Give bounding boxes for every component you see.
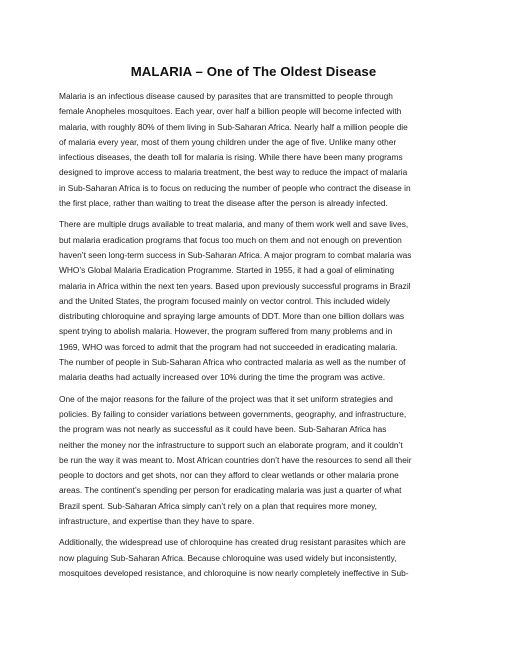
text-line: Additionally, the widespread use of chloroquine has created drug resistant parasites which are [59, 537, 406, 548]
text-line: distributing chloroquine and spraying large amounts of DDT. More than one billion dollars was [59, 311, 405, 322]
text-line: WHO’s Global Malaria Eradication Programme. Started in 1955, it had a goal of eliminating [59, 265, 395, 276]
paragraph [59, 217, 455, 385]
text-line: Brazil spent. Sub-Saharan Africa simply can’t rely on a plan that requires more money, [59, 500, 377, 511]
text-line: infectious diseases, the death toll for malaria is rising. While there have been many programs [59, 152, 403, 163]
document-title: MALARIA – One of The Oldest Disease [130, 64, 377, 79]
text-line: spent trying to abolish malaria. However, the program suffered from many problems and in [59, 326, 393, 337]
text-line: the program was not nearly as successful as it could have been. Sub-Saharan Africa has [59, 424, 387, 435]
text-line: now plaguing Sub-Saharan Africa. Because chloroquine was used widely but inconsistently, [59, 552, 397, 563]
text-line: in Sub-Saharan Africa is to focus on reducing the number of people who contract the disease in [59, 182, 411, 193]
text-line: One of the major reasons for the failure of the project was that it set uniform strategies and [59, 393, 393, 404]
text-line: but malaria eradication programs that focus too much on them and not enough on prevention [59, 234, 402, 245]
text-line: 1969, WHO was forced to admit that the program had not succeeded in eradicating malaria. [59, 341, 398, 352]
text-line: There are multiple drugs available to treat malaria, and many of them work well and save lives, [59, 219, 409, 230]
text-line: policies. By failing to consider variations between governments, geography, and infrastructure, [59, 408, 407, 419]
document-body [59, 89, 455, 587]
text-line: malaria deaths had actually increased over 10% during the time the program was active. [59, 372, 386, 383]
text-line: The number of people in Sub-Saharan Africa who contracted malaria as well as the number of [59, 357, 406, 368]
text-line: people to doctors and get shots, nor can they afford to clear wetlands or other malaria prone [59, 470, 399, 481]
text-line: female Anopheles mosquitoes. Each year, over half a billion people will become infected with [59, 106, 402, 117]
text-line: Malaria is an infectious disease caused by parasites that are transmitted to people through [59, 91, 393, 101]
text-line: infrastructure, and expertise than they have to spare. [59, 516, 255, 527]
text-line: malaria in Africa within the next ten years. Based upon previously successful programs in Brazil [59, 280, 411, 291]
text-line: designed to improve access to malaria treatment, the best way to reduce the impact of malaria [59, 167, 408, 178]
text-line: neither the money nor the infrastructure to support such an elaborate program, and it couldn’t [59, 439, 403, 450]
text-line: and the United States, the program focused mainly on vector control. This included widely [59, 295, 390, 306]
text-line: mosquitoes developed resistance, and chloroquine is now nearly completely ineffective in Sub- [59, 567, 409, 578]
paragraph [59, 535, 455, 581]
text-line: malaria, with roughly 80% of them living in Sub-Saharan Africa. Nearly half a million people die [59, 121, 408, 132]
text-line: be run the way it was meant to. Most African countries don’t have the resources to send all their [59, 454, 412, 465]
text-line: areas. The continent’s spending per person for eradicating malaria was just a quarter of what [59, 485, 402, 496]
text-line: the first place, rather than waiting to treat the disease after the person is already infected. [59, 198, 388, 209]
text-line: haven’t seen long-term success in Sub-Saharan Africa. A major program to combat malaria was [59, 249, 412, 260]
paragraph [59, 392, 455, 530]
text-line: of malaria every year, most of them young children under the age of five. Unlike many other [59, 136, 397, 147]
paragraph [59, 89, 455, 211]
